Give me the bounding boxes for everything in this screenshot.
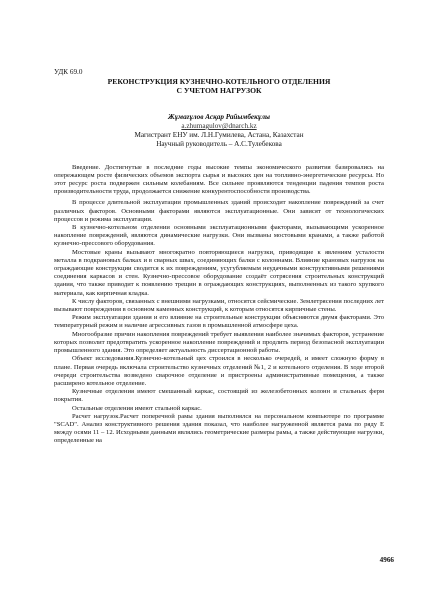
author-affiliation: Магистрант ЕНУ им. Л.Н.Гумилева, Астана, Казахстан	[134, 131, 304, 140]
author-block	[54, 113, 384, 150]
author-email-link[interactable]: a.zhumagulov@dnarch.kz	[181, 122, 257, 131]
udk-code: УДК 69.0	[54, 68, 83, 76]
paragraph-object: Объект исследования.Кузнечно-котельный цех строился в несколько очередей, и имеет сложную форму в плане. Первая очередь включала строительство кузнечных отделений №1, 2 и котельного отделения. В ходе второй очереди строительства возведено сварочное отделение и пристроены административные помещения, а также расширено котельное отделение.	[54, 355, 384, 387]
title-line-2: С УЧЕТОМ НАГРУЗОК	[176, 86, 262, 96]
paragraph: К числу факторов, связанных с внешними нагрузками, относятся сейсмические. Землетрясения последних лет вызывают повреждения в основном каменных конструкций, к которым относятся кирпичные стены.	[54, 297, 384, 314]
paragraph: В процессе длительной эксплуатации промышленных зданий происходит накопление повреждений за счет различных факторов. Основными факторами являются эксплуатационные. Они зависят от технологических процессов и режима эксплуатации.	[54, 199, 384, 223]
paragraph: Многообразие причин накопления повреждений требует выявления наиболее значимых факторов, устранение которых позволит предотвратить ускоренное накопление повреждений и продлить период безопасной эксплуатации промышленного здания. Это определяет актуальность диссертационной работы.	[54, 330, 384, 355]
paragraph-load-calculation: Расчет нагрузок.Расчет поперечной рамы здания выполнялся на персональном компьютере по программе "SCAD". Анализ конструктивного решения здания показал, что наиболее нагруженной является рама по ряду Е между осями 11 – 12. Исходными данными являлись геометрические размеры рамы, а также действующие нагрузки, определенные на	[54, 412, 384, 445]
paragraph: Мостовые краны вызывают многократно повторяющиеся нагрузки, приводящие к явлениям усталости металла в подкрановых балках и в сварных швах, соединяющих балки с колоннами. Влияние крановых нагрузок на ограждающие конструкции сводится к их повреждениям, усугубляемым неудачными конструктивными решениями соединения каркасов и стен. Кузнечно-прессовое оборудование создаёт сотрясения строительных конструкций здания, что также приводит к появлению трещин в ограждающих конструкциях, выполненных из такого хрупкого материала, как кирпичная кладка.	[54, 248, 384, 297]
paragraph-introduction: Введение. Достигнутые в последние годы высокие темпы экономического развития базировались на опережающем росте физических объемов экспорта сырья и высоких цен на топливно-энергетические ресурсы. Но этот ресурс роста подвержен сильным колебаниям. Все сильнее проявляются тенденции падения темпов роста производительности труда, продолжается снижение конкурентоспособности производства.	[54, 163, 384, 196]
paragraph: В кузнечно-котельном отделении основными эксплуатационными факторами, вызывающими ускоренное накопление повреждений, являются динамические нагрузки. Они вызваны мостовыми кранами, а также работой кузнечно-прессового оборудования.	[54, 224, 384, 248]
title-line-1: РЕКОНСТРУКЦИЯ КУЗНЕЧНО-КОТЕЛЬНОГО ОТДЕЛЕНИЯ	[107, 77, 331, 86]
paper-body	[54, 164, 384, 446]
author-name: Жұмағұлов Асқар Райымбекұлы	[167, 112, 271, 121]
paragraph: Режим эксплуатации здания и его влияние на строительные конструкции объясняются двумя факторами. Это температурный режим и наличие агрессивных газов в промышленной атмосфере цеха.	[54, 314, 384, 330]
paragraph: Остальные отделения имеют стальной каркас.	[72, 404, 202, 412]
paragraph: Кузнечные отделения имеют смешанный каркас, состоящий из железобетонных колонн и стальных ферм покрытия.	[54, 388, 384, 404]
page-number: 4966	[379, 556, 394, 564]
paper-title	[54, 77, 384, 96]
author-supervisor: Научный руководитель – А.С.Тулебекова	[156, 140, 282, 149]
